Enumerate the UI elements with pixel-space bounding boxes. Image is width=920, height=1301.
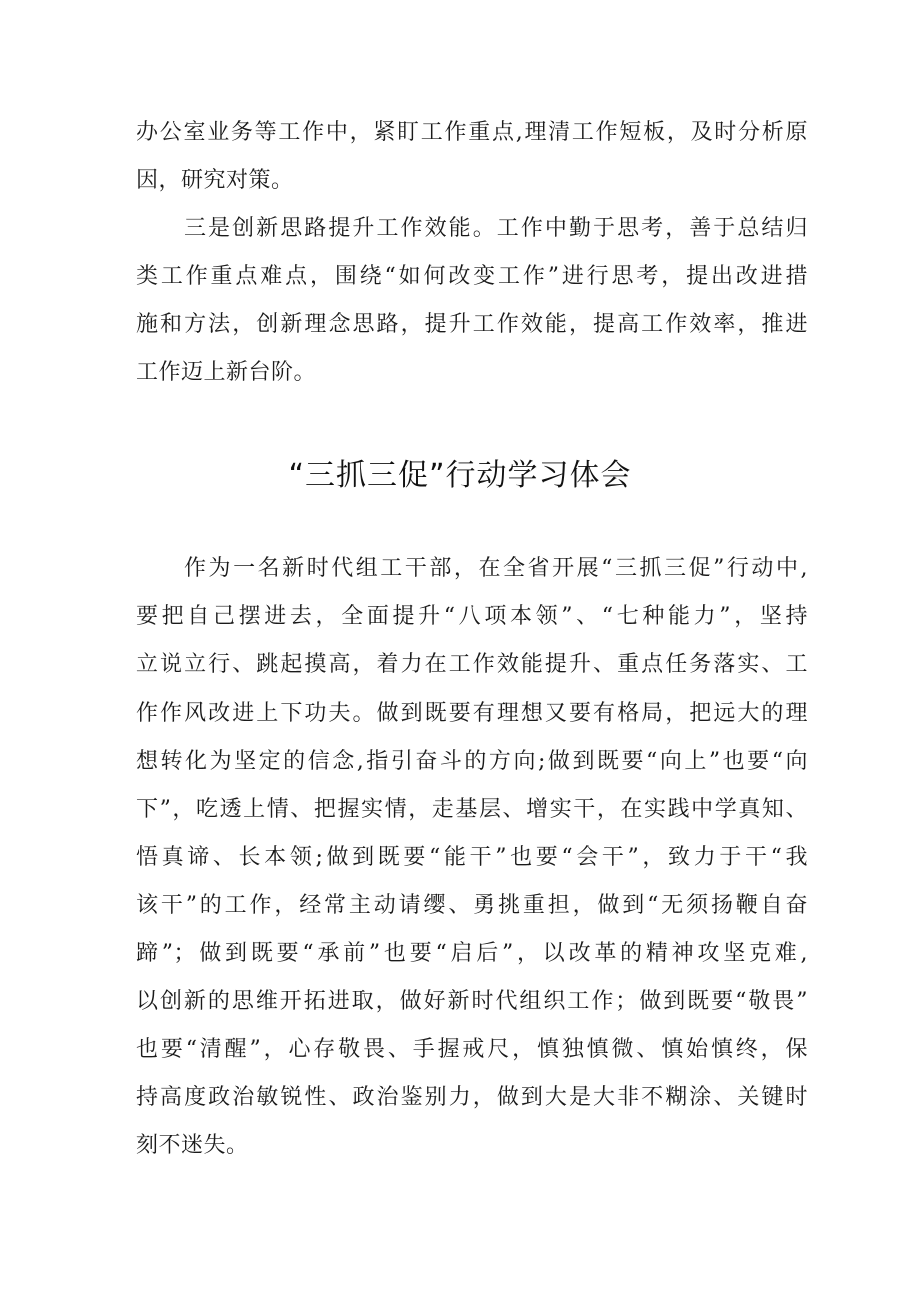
paragraph-line: 类工作重点难点，围绕“如何改变工作”进行思考，提出改进措 — [136, 264, 808, 289]
paragraph-line: 以创新的思维开拓进取，做好新时代组织工作；做到既要“敬畏” — [136, 989, 808, 1014]
paragraph-line: 因，研究对策。 — [136, 168, 294, 193]
paragraph-line: 刻不迷失。 — [136, 1133, 249, 1158]
paragraph-line: 下”，吃透上情、把握实情，走基层、增实干，在实践中学真知、 — [136, 797, 808, 822]
paragraph-line: 持高度政治敏锐性、政治鉴别力，做到大是大非不糊涂、关键时 — [136, 1085, 808, 1110]
paragraph-line: 施和方法，创新理念思路，提升工作效能，提高工作效率，推进 — [136, 312, 808, 337]
paragraph-line: 该干”的工作，经常主动请缨、勇挑重担，做到“无须扬鞭自奋 — [136, 893, 808, 918]
paragraph-line: 办公室业务等工作中，紧盯工作重点,理清工作短板，及时分析原 — [136, 120, 808, 145]
paragraph-line: 作作风改进上下功夫。做到既要有理想又要有格局，把远大的理 — [136, 701, 808, 726]
paragraph-line: 蹄”；做到既要“承前”也要“启后”，以改革的精神攻坚克难, — [136, 941, 808, 966]
paragraph-line: 想转化为坚定的信念,指引奋斗的方向;做到既要“向上”也要“向 — [136, 749, 808, 774]
paragraph-line: 悟真谛、长本领;做到既要“能干”也要“会干”，致力于干“我 — [136, 845, 808, 870]
paragraph-line: 也要“清醒”，心存敬畏、手握戒尺，慎独慎微、慎始慎终，保 — [136, 1037, 808, 1062]
section-title: “三抓三促”行动学习体会 — [288, 458, 632, 493]
paragraph-line: 作为一名新时代组工干部，在全省开展“三抓三促”行动中, — [184, 556, 808, 581]
paragraph-line: 三是创新思路提升工作效能。工作中勤于思考，善于总结归 — [184, 216, 808, 241]
paragraph-line: 立说立行、跳起摸高，着力在工作效能提升、重点任务落实、工 — [136, 652, 808, 677]
paragraph-line: 要把自己摆进去，全面提升“八项本领”、“七种能力”，坚持 — [136, 604, 808, 629]
paragraph-line: 工作迈上新台阶。 — [136, 360, 317, 385]
